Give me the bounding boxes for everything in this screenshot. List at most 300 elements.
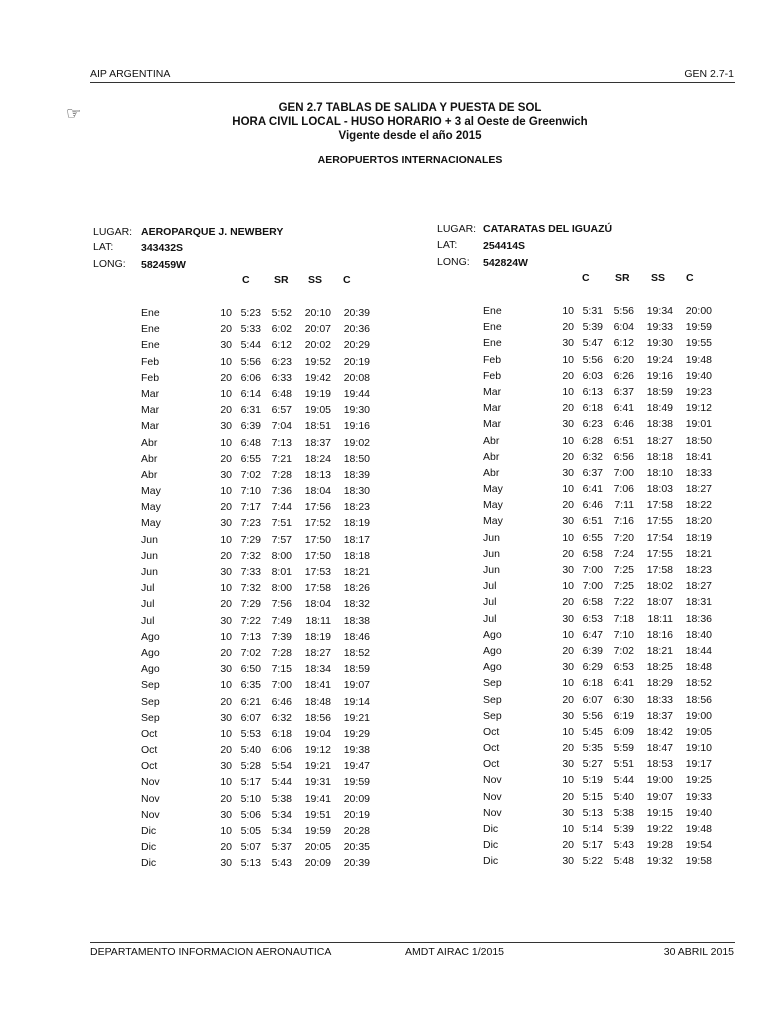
footer-right: 30 ABRIL 2015	[663, 946, 734, 958]
cell-month: Feb	[141, 371, 160, 384]
cell-sunset: 18:48	[304, 695, 331, 708]
table-row	[483, 677, 723, 693]
cell-civil-dusk: 20:09	[343, 792, 370, 805]
cell-civil-dusk: 19:14	[343, 695, 370, 708]
cell-month: Jun	[141, 533, 158, 546]
right-sun-table	[483, 305, 723, 872]
cell-sunrise: 7:21	[271, 452, 292, 465]
cell-civil-dawn: 5:22	[582, 855, 603, 868]
cell-civil-dawn: 5:56	[582, 353, 603, 366]
cell-month: Jul	[483, 612, 497, 625]
cell-month: Ene	[483, 337, 502, 350]
table-row	[141, 679, 381, 695]
table-row	[141, 793, 381, 809]
cell-civil-dusk: 20:39	[343, 857, 370, 870]
cell-civil-dusk: 19:12	[685, 402, 712, 415]
cell-sunrise: 7:44	[271, 501, 292, 514]
cell-sunset: 19:22	[646, 823, 673, 835]
cell-month: May	[141, 485, 161, 498]
table-row	[141, 404, 381, 420]
cell-civil-dawn: 5:06	[240, 808, 261, 821]
cell-civil-dusk: 19:10	[685, 742, 712, 755]
table-row	[141, 857, 381, 873]
cell-sunrise: 6:06	[271, 744, 292, 757]
cell-sunrise: 6:23	[271, 355, 292, 368]
cell-civil-dawn: 5:40	[240, 744, 261, 757]
cell-civil-dusk: 18:30	[343, 485, 370, 498]
cell-sunset: 19:05	[304, 404, 331, 417]
cell-month: Mar	[483, 402, 502, 415]
right-col-ss: SS	[651, 272, 666, 284]
left-sun-table	[141, 307, 381, 874]
cell-civil-dawn: 6:58	[582, 547, 603, 560]
cell-month: May	[141, 517, 161, 530]
cell-day: 20	[562, 742, 574, 755]
cell-day: 20	[562, 499, 574, 512]
cell-sunrise: 8:00	[271, 549, 292, 562]
cell-civil-dusk: 18:21	[343, 566, 370, 578]
cell-month: Mar	[141, 404, 160, 417]
table-row	[141, 598, 381, 614]
footer-left: DEPARTAMENTO INFORMACION AERONAUTICA	[90, 946, 332, 958]
table-row	[483, 855, 723, 871]
table-row	[141, 760, 381, 776]
table-row	[141, 453, 381, 469]
cell-civil-dawn: 5:44	[240, 339, 261, 352]
cell-sunrise: 6:53	[613, 661, 634, 674]
cell-day: 10	[562, 305, 574, 317]
cell-civil-dusk: 19:07	[343, 679, 370, 692]
table-row	[141, 841, 381, 857]
right-lat-value: 254414S	[483, 240, 526, 252]
table-row	[483, 629, 723, 645]
cell-civil-dawn: 7:32	[240, 582, 261, 595]
cell-civil-dawn: 6:46	[582, 499, 603, 512]
cell-month: Feb	[483, 353, 502, 366]
cell-month: Jun	[483, 547, 500, 560]
table-row	[141, 339, 381, 355]
table-row	[141, 485, 381, 501]
cell-civil-dusk: 20:08	[343, 371, 370, 384]
table-row	[483, 791, 723, 807]
cell-month: May	[483, 483, 503, 496]
cell-day: 20	[562, 450, 574, 463]
cell-day: 30	[220, 339, 232, 352]
table-row	[483, 515, 723, 531]
table-row	[483, 418, 723, 434]
cell-month: Abr	[141, 436, 158, 449]
left-long-label: LONG:	[93, 258, 126, 270]
cell-month: Mar	[483, 385, 502, 398]
cell-day: 20	[562, 596, 574, 609]
cell-sunset: 18:27	[304, 646, 331, 659]
table-row	[483, 580, 723, 596]
cell-month: Feb	[141, 355, 160, 368]
cell-civil-dawn: 5:56	[582, 709, 603, 722]
cell-sunset: 19:15	[646, 806, 673, 819]
cell-civil-dusk: 18:31	[685, 596, 712, 609]
cell-sunset: 18:21	[646, 644, 673, 657]
cell-civil-dusk: 19:48	[685, 823, 712, 835]
cell-sunrise: 5:38	[613, 806, 634, 819]
cell-sunset: 18:27	[646, 434, 673, 447]
pointing-hand-icon: ☞	[66, 104, 82, 123]
table-row	[141, 469, 381, 485]
cell-day: 10	[220, 679, 232, 692]
cell-civil-dawn: 6:06	[240, 371, 261, 384]
cell-sunset: 17:50	[304, 549, 331, 562]
table-row	[483, 354, 723, 370]
cell-day: 30	[220, 711, 232, 724]
cell-civil-dusk: 19:02	[343, 436, 370, 449]
footer-center: AMDT AIRAC 1/2015	[405, 946, 505, 958]
cell-sunset: 19:12	[304, 744, 331, 757]
right-col-c1: C	[582, 272, 590, 284]
cell-civil-dawn: 5:07	[240, 841, 261, 854]
cell-sunset: 19:59	[304, 825, 331, 837]
cell-civil-dusk: 19:33	[685, 790, 712, 803]
cell-month: Dic	[141, 857, 157, 870]
cell-civil-dawn: 7:02	[240, 646, 261, 659]
cell-civil-dusk: 18:21	[685, 547, 712, 560]
cell-civil-dawn: 5:10	[240, 792, 261, 805]
cell-civil-dawn: 6:35	[240, 679, 261, 692]
cell-sunrise: 5:38	[271, 792, 292, 805]
cell-civil-dawn: 5:17	[582, 839, 603, 852]
cell-day: 30	[562, 337, 574, 350]
cell-civil-dusk: 20:19	[343, 808, 370, 821]
table-row	[483, 370, 723, 386]
table-row	[483, 337, 723, 353]
cell-month: Sep	[483, 709, 502, 722]
cell-civil-dusk: 18:27	[685, 580, 712, 593]
cell-civil-dusk: 20:39	[343, 307, 370, 319]
cell-month: Oct	[483, 725, 500, 738]
cell-civil-dusk: 18:23	[343, 501, 370, 514]
cell-sunset: 19:00	[646, 774, 673, 787]
cell-sunrise: 5:48	[613, 855, 634, 868]
cell-sunrise: 7:11	[614, 499, 634, 512]
cell-civil-dawn: 7:23	[240, 517, 261, 530]
cell-month: Nov	[141, 792, 160, 805]
cell-day: 10	[220, 485, 232, 498]
cell-civil-dusk: 18:59	[343, 663, 370, 676]
cell-sunrise: 5:37	[271, 841, 292, 854]
cell-day: 10	[562, 531, 574, 544]
subtitle: AEROPUERTOS INTERNACIONALES	[317, 154, 503, 166]
cell-sunrise: 7:49	[271, 614, 292, 627]
cell-day: 20	[562, 321, 574, 334]
title-line-2: HORA CIVIL LOCAL - HUSO HORARIO + 3 al Oeste de Greenwich	[232, 116, 588, 128]
cell-month: Oct	[141, 744, 158, 757]
cell-month: Sep	[483, 693, 502, 706]
cell-civil-dusk: 18:19	[685, 531, 712, 544]
cell-civil-dusk: 18:40	[685, 628, 712, 641]
cell-sunrise: 5:43	[613, 839, 634, 852]
cell-month: Ene	[141, 307, 160, 319]
cell-sunrise: 5:52	[271, 307, 292, 319]
cell-month: Ago	[483, 661, 502, 674]
cell-sunrise: 7:25	[613, 580, 634, 593]
cell-day: 20	[562, 839, 574, 852]
cell-month: Ene	[483, 321, 502, 334]
cell-civil-dusk: 20:19	[343, 355, 370, 368]
cell-month: Oct	[483, 742, 500, 755]
cell-day: 30	[220, 420, 232, 433]
cell-civil-dusk: 18:33	[685, 466, 712, 479]
cell-sunrise: 5:54	[271, 760, 292, 773]
table-row	[141, 582, 381, 598]
cell-month: May	[483, 515, 503, 528]
cell-civil-dusk: 19:17	[685, 758, 712, 771]
cell-month: Abr	[141, 468, 158, 481]
cell-sunrise: 7:15	[271, 663, 292, 676]
cell-sunset: 18:34	[304, 663, 331, 676]
cell-day: 30	[562, 612, 574, 625]
cell-civil-dusk: 18:50	[685, 434, 712, 447]
cell-civil-dawn: 5:33	[240, 323, 261, 336]
cell-day: 30	[220, 614, 232, 627]
cell-sunset: 17:50	[304, 533, 331, 546]
cell-civil-dawn: 7:10	[240, 485, 261, 498]
cell-month: Nov	[483, 806, 502, 819]
cell-sunset: 17:56	[304, 501, 331, 514]
cell-sunset: 18:11	[305, 614, 331, 627]
cell-sunrise: 6:46	[271, 695, 292, 708]
cell-sunrise: 7:51	[271, 517, 292, 530]
cell-civil-dusk: 18:46	[343, 630, 370, 643]
cell-civil-dawn: 6:53	[582, 612, 603, 625]
cell-sunset: 19:30	[646, 337, 673, 350]
left-col-sr: SR	[274, 274, 289, 286]
cell-sunset: 18:04	[304, 485, 331, 498]
table-row	[483, 807, 723, 823]
cell-civil-dawn: 5:13	[240, 857, 261, 870]
cell-day: 20	[220, 371, 232, 384]
table-row	[483, 483, 723, 499]
cell-month: Dic	[141, 825, 157, 837]
cell-month: May	[483, 499, 503, 512]
cell-month: May	[141, 501, 161, 514]
cell-month: Ago	[483, 628, 502, 641]
table-row	[141, 809, 381, 825]
cell-month: Jul	[483, 596, 497, 609]
cell-sunrise: 6:57	[271, 404, 292, 417]
cell-day: 30	[562, 709, 574, 722]
cell-civil-dawn: 6:31	[240, 404, 261, 417]
table-row	[483, 548, 723, 564]
cell-sunrise: 7:57	[271, 533, 292, 546]
cell-sunrise: 6:33	[271, 371, 292, 384]
header-left: AIP ARGENTINA	[90, 68, 171, 80]
cell-civil-dawn: 7:33	[240, 566, 261, 578]
left-col-ss: SS	[308, 274, 323, 286]
cell-sunrise: 6:56	[613, 450, 634, 463]
table-row	[483, 694, 723, 710]
cell-sunset: 20:10	[304, 307, 331, 319]
table-row	[141, 647, 381, 663]
cell-sunset: 18:42	[646, 725, 673, 738]
cell-civil-dawn: 5:19	[582, 774, 603, 787]
cell-month: Ene	[483, 305, 502, 317]
cell-sunrise: 7:18	[613, 612, 634, 625]
cell-month: Jul	[141, 614, 155, 627]
cell-civil-dusk: 19:05	[685, 725, 712, 738]
cell-civil-dusk: 18:19	[343, 517, 370, 530]
cell-civil-dawn: 6:48	[240, 436, 261, 449]
cell-sunset: 17:55	[646, 547, 673, 560]
cell-civil-dawn: 6:07	[240, 711, 261, 724]
table-row	[141, 728, 381, 744]
cell-sunset: 19:24	[646, 353, 673, 366]
cell-sunset: 18:03	[646, 483, 673, 496]
cell-day: 20	[220, 695, 232, 708]
cell-civil-dawn: 6:47	[582, 628, 603, 641]
table-row	[483, 823, 723, 839]
cell-civil-dusk: 19:54	[685, 839, 712, 852]
cell-month: Sep	[141, 711, 160, 724]
cell-civil-dusk: 19:21	[343, 711, 370, 724]
cell-day: 10	[220, 533, 232, 546]
cell-month: Dic	[483, 839, 499, 852]
cell-civil-dawn: 7:29	[240, 598, 261, 611]
cell-civil-dawn: 6:18	[582, 402, 603, 415]
cell-month: Oct	[483, 758, 500, 771]
cell-sunset: 18:02	[646, 580, 673, 593]
table-row	[141, 696, 381, 712]
cell-civil-dawn: 6:29	[582, 661, 603, 674]
table-row	[483, 726, 723, 742]
table-row	[483, 451, 723, 467]
cell-day: 10	[562, 434, 574, 447]
cell-sunrise: 7:28	[271, 468, 292, 481]
cell-month: Nov	[141, 808, 160, 821]
cell-month: Ago	[141, 663, 160, 676]
cell-sunset: 19:04	[304, 727, 331, 740]
cell-sunset: 18:33	[646, 693, 673, 706]
table-row	[141, 550, 381, 566]
cell-civil-dusk: 19:59	[343, 776, 370, 789]
left-col-c1: C	[242, 274, 250, 286]
table-row	[141, 534, 381, 550]
cell-sunset: 18:16	[646, 628, 673, 641]
cell-month: Dic	[483, 823, 499, 835]
table-row	[483, 435, 723, 451]
table-row	[483, 596, 723, 612]
cell-civil-dusk: 18:26	[343, 582, 370, 595]
cell-sunrise: 5:34	[271, 825, 292, 837]
cell-civil-dusk: 18:38	[343, 614, 370, 627]
cell-civil-dawn: 6:28	[582, 434, 603, 447]
cell-sunrise: 7:24	[613, 547, 634, 560]
cell-month: Jun	[141, 549, 158, 562]
cell-sunrise: 5:40	[613, 790, 634, 803]
cell-sunset: 19:33	[646, 321, 673, 334]
cell-day: 10	[220, 630, 232, 643]
cell-sunset: 17:55	[646, 515, 673, 528]
cell-sunset: 18:51	[304, 420, 331, 433]
cell-civil-dawn: 5:53	[240, 727, 261, 740]
cell-civil-dawn: 6:55	[240, 452, 261, 465]
cell-civil-dusk: 18:18	[343, 549, 370, 562]
cell-day: 10	[562, 483, 574, 496]
cell-civil-dusk: 20:28	[343, 825, 370, 837]
table-row	[141, 712, 381, 728]
table-row	[483, 386, 723, 402]
cell-sunset: 18:56	[304, 711, 331, 724]
cell-sunset: 18:24	[304, 452, 331, 465]
cell-month: Jun	[483, 531, 500, 544]
cell-day: 20	[562, 693, 574, 706]
cell-civil-dusk: 18:32	[343, 598, 370, 611]
right-lugar-label: LUGAR:	[437, 223, 477, 235]
cell-day: 30	[562, 466, 574, 479]
cell-sunset: 19:42	[304, 371, 331, 384]
table-row	[141, 776, 381, 792]
cell-day: 10	[220, 727, 232, 740]
cell-sunset: 18:37	[646, 709, 673, 722]
cell-day: 20	[562, 547, 574, 560]
cell-day: 20	[220, 549, 232, 562]
cell-civil-dawn: 6:51	[582, 515, 603, 528]
cell-day: 30	[562, 418, 574, 431]
title-line-1: GEN 2.7 TABLAS DE SALIDA Y PUESTA DE SOL	[278, 102, 542, 114]
table-row	[483, 710, 723, 726]
cell-month: Mar	[141, 387, 160, 400]
cell-sunset: 17:58	[646, 499, 673, 512]
cell-civil-dawn: 7:00	[582, 564, 603, 576]
cell-month: Ene	[141, 339, 160, 352]
cell-civil-dawn: 6:07	[582, 693, 603, 706]
cell-sunrise: 5:59	[613, 742, 634, 755]
table-row	[483, 532, 723, 548]
right-col-sr: SR	[615, 272, 630, 284]
cell-civil-dusk: 20:35	[343, 841, 370, 854]
cell-sunrise: 7:22	[613, 596, 634, 609]
cell-sunrise: 7:02	[613, 644, 634, 657]
title-line-3: Vigente desde el año 2015	[338, 130, 482, 142]
left-lat-label: LAT:	[93, 241, 114, 253]
cell-civil-dawn: 6:03	[582, 369, 603, 382]
header-rule	[90, 82, 735, 83]
cell-sunrise: 6:18	[271, 727, 292, 740]
table-row	[483, 661, 723, 677]
cell-sunset: 18:07	[646, 596, 673, 609]
cell-civil-dusk: 18:36	[685, 612, 712, 625]
cell-month: Abr	[483, 450, 500, 463]
right-col-c2: C	[686, 272, 694, 284]
cell-month: Jul	[483, 580, 497, 593]
cell-civil-dusk: 18:41	[685, 450, 712, 463]
table-row	[483, 742, 723, 758]
cell-sunset: 20:09	[304, 857, 331, 870]
cell-day: 30	[220, 808, 232, 821]
cell-day: 20	[220, 598, 232, 611]
cell-month: Ago	[141, 646, 160, 659]
cell-sunset: 18:19	[304, 630, 331, 643]
cell-civil-dusk: 18:22	[685, 499, 712, 512]
cell-sunset: 17:53	[304, 566, 331, 578]
cell-sunrise: 6:37	[613, 385, 634, 398]
cell-sunrise: 7:36	[271, 485, 292, 498]
table-row	[141, 615, 381, 631]
cell-sunset: 18:47	[646, 742, 673, 755]
cell-sunset: 17:58	[646, 564, 673, 576]
cell-sunset: 19:07	[646, 790, 673, 803]
cell-sunset: 19:41	[304, 792, 331, 805]
cell-civil-dusk: 19:23	[685, 385, 712, 398]
table-row	[141, 517, 381, 533]
